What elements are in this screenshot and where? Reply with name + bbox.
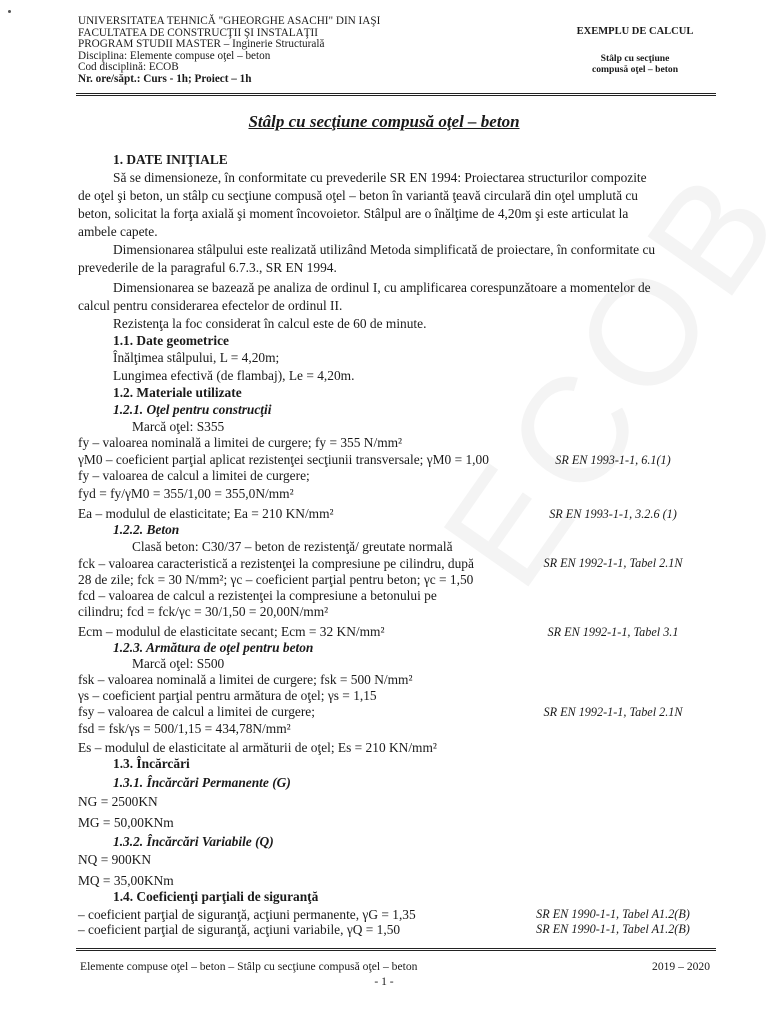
paragraph-line: Să se dimensioneze, în conformitate cu prevederile SR EN 1994: Proiectarea structurilor compozite bbox=[113, 170, 647, 185]
header-faculty: FACULTATEA DE CONSTRUCŢII ŞI INSTALAŢII bbox=[78, 26, 318, 39]
header-rule bbox=[76, 93, 716, 96]
paragraph-line: Dimensionarea se bazează pe analiza de ordinul I, cu amplificarea corespunzătoare a momentelor de bbox=[113, 280, 651, 295]
text-line: γM0 – coeficient parţial aplicat rezistenţei secţiunii transversale; γM0 = 1,00 bbox=[78, 452, 489, 467]
text-line: Ecm – modulul de elasticitate secant; Ecm = 32 KN/mm² bbox=[78, 624, 385, 639]
header-right bbox=[555, 26, 715, 75]
formula-line: cilindru; fcd = fck/γc = 30/1,50 = 20,00N/mm² bbox=[78, 604, 329, 619]
paragraph-line: de oţel şi beton, un stâlp cu secţiune compusă oţel – beton în variantă ţeavă circulară din oţel umplută cu bbox=[78, 188, 638, 203]
text-line: fy – valoarea nominală a limitei de curgere; fy = 355 N/mm² bbox=[78, 435, 403, 450]
text-line: γs – coeficient parţial pentru armătura de oţel; γs = 1,15 bbox=[78, 688, 377, 703]
reference: SR EN 1992-1-1, Tabel 2.1N bbox=[543, 556, 683, 570]
text-line: – coeficient parţial de siguranţă, acţiuni permanente, γG = 1,35 bbox=[78, 907, 416, 922]
header-example-label: EXEMPLU DE CALCUL bbox=[576, 26, 694, 37]
text-line: Lungimea efectivă (de flambaj), Le = 4,20m. bbox=[113, 368, 355, 383]
text-line: MG = 50,00KNm bbox=[78, 815, 174, 830]
text-line: 28 de zile; fck = 30 N/mm²; γc – coeficient parţial pentru beton; γc = 1,50 bbox=[78, 572, 474, 587]
header-code: Cod disciplină: ECOB bbox=[78, 61, 179, 74]
subsection-heading: 1.4. Coeficienţi parţiali de siguranţă bbox=[113, 889, 319, 904]
subsection-heading: 1.2.3. Armătura de oţel pentru beton bbox=[113, 640, 314, 655]
paragraph-line: Dimensionarea stâlpului este realizată utilizând Metoda simplificată de proiectare, în conformitate cu bbox=[113, 242, 656, 257]
page-number: - 1 - bbox=[374, 975, 394, 988]
text-line: – coeficient parţial de siguranţă, acţiuni variabile, γQ = 1,50 bbox=[78, 922, 401, 937]
formula-line: fsd = fsk/γs = 500/1,15 = 434,78N/mm² bbox=[78, 721, 291, 736]
subsection-heading: 1.3. Încărcări bbox=[113, 756, 190, 771]
reference: SR EN 1993-1-1, 3.2.6 (1) bbox=[549, 507, 677, 521]
document-title: Stâlp cu secţiune compusă oţel – beton bbox=[248, 112, 520, 131]
paragraph-line: ambele capete. bbox=[78, 224, 158, 239]
reference: SR EN 1992-1-1, Tabel 3.1 bbox=[547, 625, 679, 639]
subsection-heading: 1.2.1. Oţel pentru construcţii bbox=[113, 402, 272, 417]
formula-line: fyd = fy/γM0 = 355/1,00 = 355,0N/mm² bbox=[78, 486, 294, 501]
header-topic-line2: compusă oţel – beton bbox=[591, 64, 679, 75]
text-line: Marcă oţel: S355 bbox=[132, 419, 225, 434]
paragraph-line: prevederile de la paragraful 6.7.3., SR EN 1994. bbox=[78, 260, 337, 275]
section-heading: 1. DATE INIŢIALE bbox=[113, 152, 228, 167]
subsection-heading: 1.3.2. Încărcări Variabile (Q) bbox=[113, 834, 274, 849]
subsection-heading: 1.2.2. Beton bbox=[113, 522, 180, 537]
text-line: fy – valoarea de calcul a limitei de curgere; bbox=[78, 468, 310, 483]
header-topic-line1: Stâlp cu secţiune bbox=[600, 53, 670, 64]
header-left bbox=[78, 16, 518, 86]
text-line: NQ = 900KN bbox=[78, 852, 152, 867]
text-line: Ea – modulul de elasticitate; Ea = 210 KN/mm² bbox=[78, 506, 334, 521]
text-line: fck – valoarea caracteristică a rezistenţei la compresiune pe cilindru, după bbox=[78, 556, 474, 571]
text-line: Clasă beton: C30/37 – beton de rezistenţă/ greutate normală bbox=[132, 539, 453, 554]
footer bbox=[80, 960, 710, 973]
text-line: Marcă oţel: S500 bbox=[132, 656, 225, 671]
header-program: PROGRAM STUDII MASTER – Inginerie Structurală bbox=[78, 38, 325, 51]
text-line: Înălţimea stâlpului, L = 4,20m; bbox=[113, 350, 280, 365]
header-hours: Nr. ore/săpt.: Curs - 1h; Proiect – 1h bbox=[78, 72, 252, 85]
footer-course: Elemente compuse oţel – beton – Stâlp cu secţiune compusă oţel – beton bbox=[80, 960, 418, 973]
paragraph-line: beton, solicitat la forţa axială şi moment încovoietor. Stâlpul are o înălţime de 4,20m şi este articulat la bbox=[78, 206, 629, 221]
scan-speck bbox=[8, 10, 11, 13]
subsection-heading: 1.2. Materiale utilizate bbox=[113, 385, 242, 400]
text-line: fsy – valoarea de calcul a limitei de curgere; bbox=[78, 704, 315, 719]
header-university: UNIVERSITATEA TEHNICĂ "GHEORGHE ASACHI" DIN IAŞI bbox=[78, 15, 381, 27]
subsection-heading: 1.3.1. Încărcări Permanente (G) bbox=[113, 775, 291, 790]
text-line: Es – modulul de elasticitate al armăturii de oţel; Es = 210 KN/mm² bbox=[78, 740, 437, 755]
reference: SR EN 1990-1-1, Tabel A1.2(B) bbox=[536, 922, 690, 936]
paragraph-line: Rezistenţa la foc considerat în calcul este de 60 de minute. bbox=[113, 316, 427, 331]
footer-year: 2019 – 2020 bbox=[652, 960, 710, 973]
text-line: fcd – valoarea de calcul a rezistenţei la compresiune a betonului pe bbox=[78, 588, 437, 603]
reference: SR EN 1990-1-1, Tabel A1.2(B) bbox=[536, 907, 690, 921]
paragraph-line: calcul pentru considerarea efectelor de ordinul II. bbox=[78, 298, 343, 313]
subsection-heading: 1.1. Date geometrice bbox=[113, 333, 229, 348]
text-line: MQ = 35,00KNm bbox=[78, 873, 174, 888]
reference: SR EN 1993-1-1, 6.1(1) bbox=[555, 453, 671, 467]
header-discipline: Disciplina: Elemente compuse oţel – beton bbox=[78, 49, 271, 62]
reference: SR EN 1992-1-1, Tabel 2.1N bbox=[543, 705, 683, 719]
text-line: NG = 2500KN bbox=[78, 794, 158, 809]
text-line: fsk – valoarea nominală a limitei de curgere; fsk = 500 N/mm² bbox=[78, 672, 413, 687]
footer-rule bbox=[76, 948, 716, 951]
